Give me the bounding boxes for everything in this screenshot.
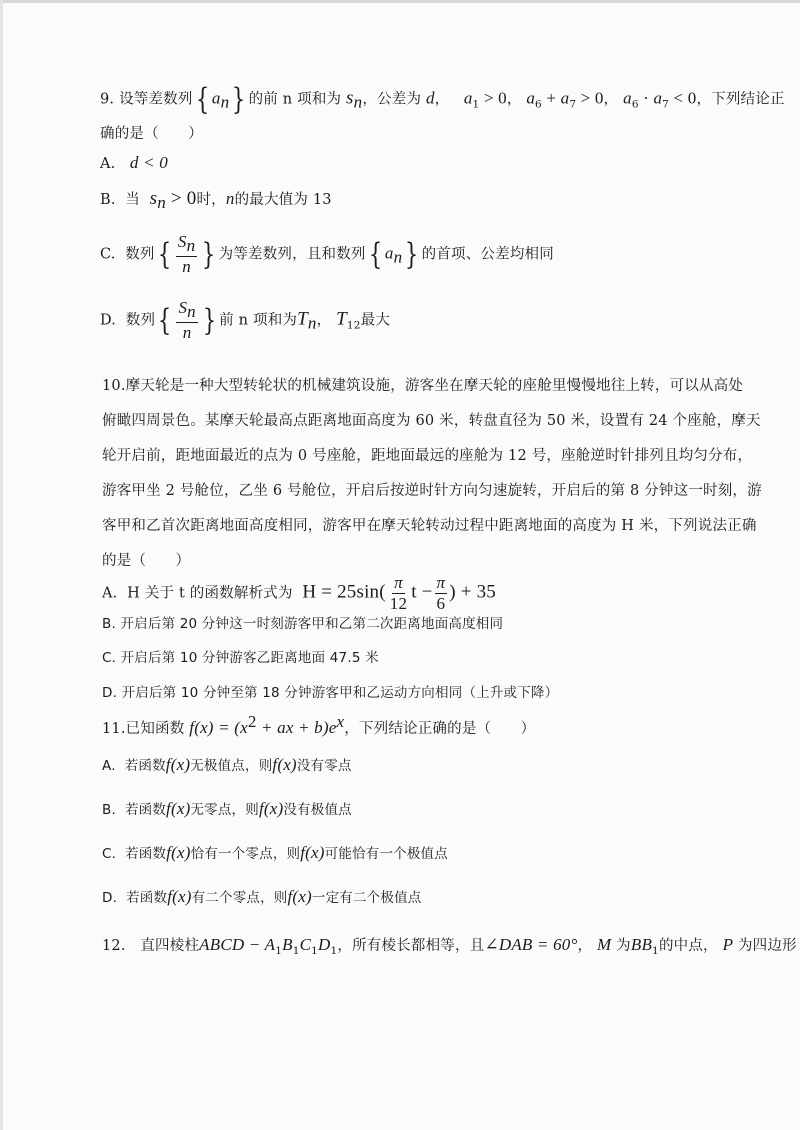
q9-option-b: B. 当 $s_n > 0$时，n的最大值为 13 xyxy=(100,188,332,212)
fraction-sn-over-n: $\frac{S_n}{n}$ xyxy=(178,298,196,342)
q9-option-a: A. d < 0 xyxy=(100,153,168,172)
fraction-sn-over-n: $\frac{S_n}{n}$ xyxy=(177,232,196,276)
q11-option-c: C. 若函数f(x)恰有一个零点，则f(x)可能恰有一个极值点 xyxy=(102,843,448,862)
q9-stem-line1: 9. 设等差数列{ $a_n$} 的前 n 项和为 $s_n$，公差为 d， $a_1 > 0$， $a_6 + a_7 > 0$， $a_6 \cdot a_7 < 0$，下列结论正 xyxy=(100,82,785,117)
fraction-pi-over-12: $\frac{\pi}{12}$ xyxy=(389,573,408,613)
q10-stem-line5: 客甲和乙首次距离地面高度相同，游客甲在摩天轮转动过程中距离地面的高度为 H 米，下列说法正确 xyxy=(102,518,757,534)
q9-stem-line2: 确的是（ ） xyxy=(100,126,203,142)
q10-stem-line3: 轮开启前，距地面最近的点为 0 号座舱，距地面最远的座舱为 12 号，座舱逆时针排列且均匀分布， xyxy=(102,448,753,464)
q10-stem-line4: 游客甲坐 2 号舱位，乙坐 6 号舱位，开启后按逆时针方向匀速旋转，开启后的第 8 分钟这一时刻，游 xyxy=(102,483,762,499)
q10-stem-line1: 10.摩天轮是一种大型转轮状的机械建筑设施，游客坐在摩天轮的座舱里慢慢地往上转，可以从高处 xyxy=(102,378,744,394)
q10-option-c: C. 开启后第 10 分钟游客乙距离地面 47.5 米 xyxy=(102,650,379,666)
page-edge-top xyxy=(0,0,800,3)
q10-option-d: D. 开启后第 10 分钟至第 18 分钟游客甲和乙运动方向相同（上升或下降） xyxy=(102,685,559,701)
q11-stem: 11.已知函数 $f(x) = (x^2$ + ax + $b)e^x$，下列结论正确的是（ ） xyxy=(102,712,536,737)
fraction-pi-over-6: $\frac{\pi}{6}$ xyxy=(436,573,446,613)
q11-option-b: B. 若函数f(x)无零点，则f(x)没有极值点 xyxy=(102,799,352,818)
q11-option-a: A. 若函数f(x)无极值点，则f(x)没有零点 xyxy=(102,755,352,774)
q9-option-d: D. 数列{ $\frac{S_n}{n}$ } 前 n 项和为$T_n$， $T_{12}$最大 xyxy=(100,298,391,342)
q10-option-b: B. 开启后第 20 分钟这一时刻游客甲和乙第二次距离地面高度相同 xyxy=(102,616,504,632)
q10-stem-line2: 俯瞰四周景色。某摩天轮最高点距离地面高度为 60 米，转盘直径为 50 米，设置有 24 个座舱，摩天 xyxy=(102,413,761,429)
page-edge-left xyxy=(0,0,3,1130)
q10-option-a: A. H 关于 t 的函数解析式为 H = 25sin( $\frac{\pi}{12}$ t − $\frac{\pi}{6}$ ) + 35 xyxy=(102,573,497,613)
q10-stem-line6: 的是（ ） xyxy=(102,553,191,569)
q11-option-d: D. 若函数f(x)有二个零点，则f(x)一定有二个极值点 xyxy=(102,887,422,906)
q12-stem: 12. 直四棱柱ABCD − $A_1B_1C_1D_1$，所有棱长都相等，且∠DAB = 60°， M 为$BB_1$的中点， P 为四边形 xyxy=(102,935,797,957)
q9-option-c: C. 数列{ $\frac{S_n}{n}$ } 为等差数列，且和数列{ $a_n$} 的首项、公差均相同 xyxy=(100,232,554,276)
